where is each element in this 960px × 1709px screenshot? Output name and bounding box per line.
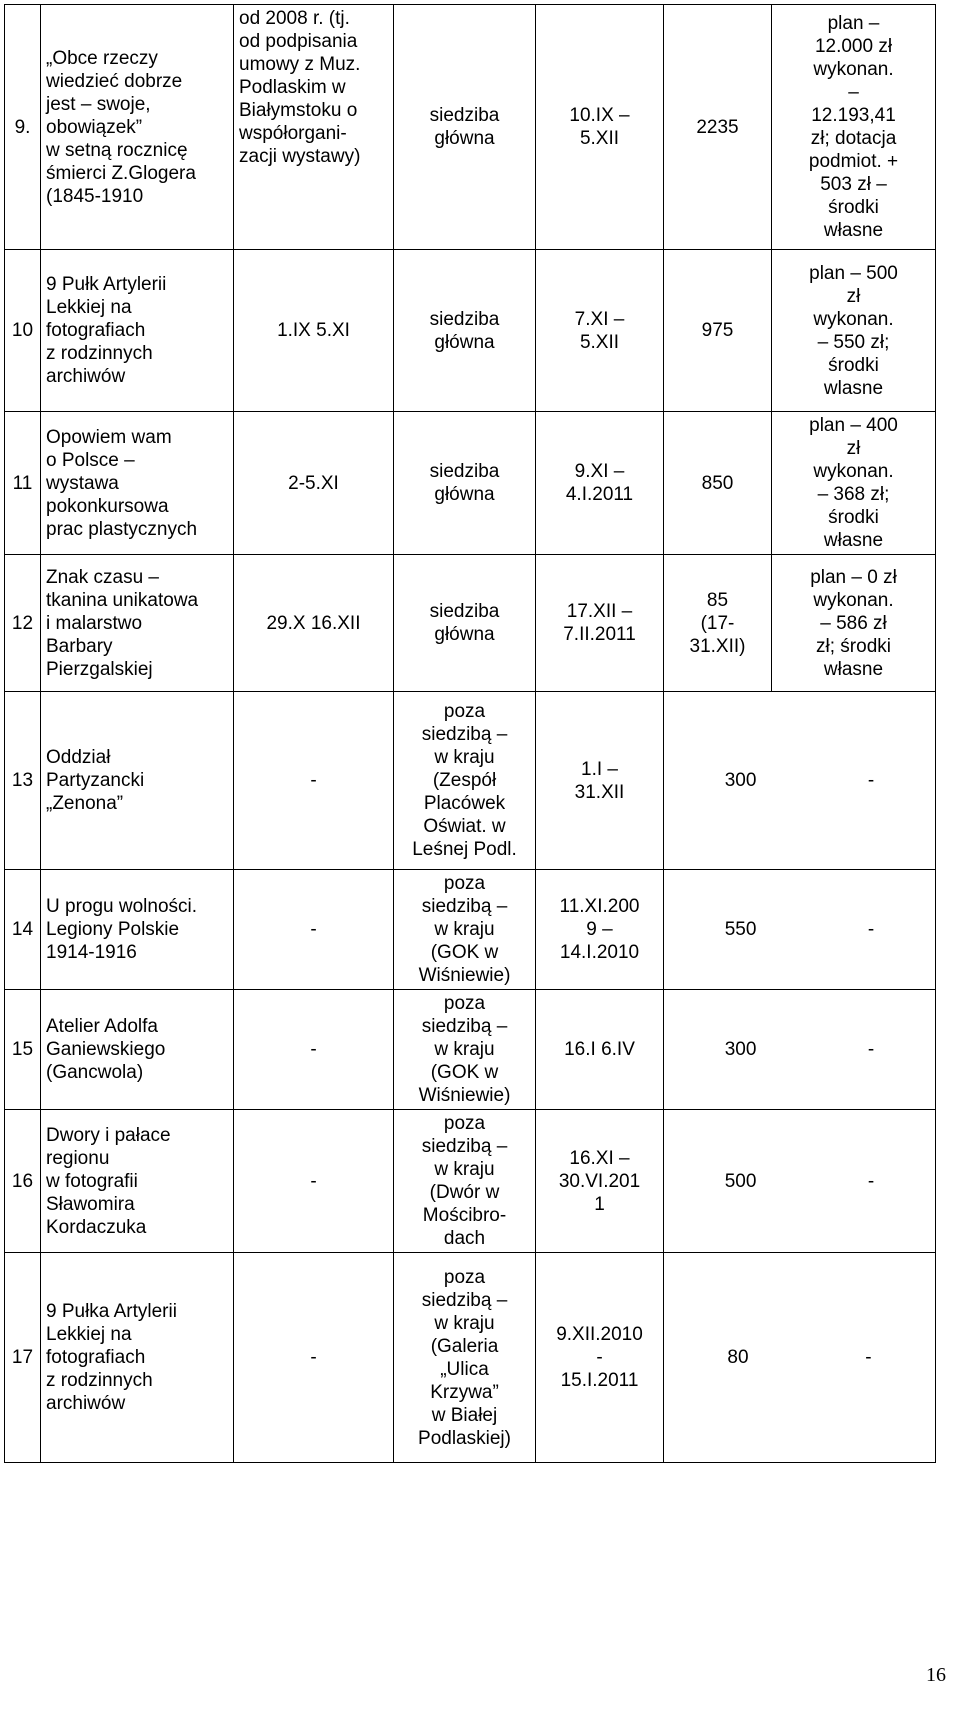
row-number: 9. [5,5,41,250]
preparation-period: - [234,990,394,1110]
funding-info: - [867,1170,875,1192]
exhibition-place: siedziba główna [394,250,536,412]
visitors-funding-cell [664,870,936,990]
preparation-period: - [234,692,394,870]
funding-info: - [867,770,875,791]
funding-info: plan – 12.000 zł wykonan. – 12.193,41 zł; dotacja podmiot. + 503 zł – środki własne [772,5,936,250]
table-row [5,555,936,692]
exhibition-dates: 9.XI – 4.I.2011 [536,412,664,555]
visitor-count: 80 [727,1347,749,1368]
table-row [5,250,936,412]
visitor-count: 975 [664,250,772,412]
exhibition-dates: 17.XII – 7.II.2011 [536,555,664,692]
funding-info: - [865,1347,872,1368]
preparation-period: od 2008 r. (tj. od podpisania umowy z Muz. Podlaskim w Białymstoku o współorgani- zacji wystawy) [234,5,394,250]
row-number: 17 [5,1253,41,1463]
exhibition-place: poza siedzibą – w kraju (Dwór w Mościbro- dach [394,1110,536,1253]
preparation-period: 2-5.XI [234,412,394,555]
table-row [5,990,936,1110]
exhibition-place: siedziba główna [394,5,536,250]
visitors-funding-cell [664,1253,936,1463]
table-row [5,870,936,990]
row-number: 16 [5,1110,41,1253]
preparation-period: - [234,1110,394,1253]
exhibitions-table [4,4,936,1463]
exhibition-place: poza siedzibą – w kraju (GOK w Wiśniewie) [394,990,536,1110]
row-number: 13 [5,692,41,870]
visitors-funding-cell [664,1110,936,1253]
visitors-funding-cell [664,990,936,1110]
exhibition-title: „Obce rzeczy wiedzieć dobrze jest – swoje, obowiązek” w setną rocznicę śmierci Z.Glogera (1845-1910 [41,5,234,250]
exhibition-place: poza siedzibą – w kraju (Zespół Placówek Oświat. w Leśnej Podl. [394,692,536,870]
row-number: 10 [5,250,41,412]
visitor-count: 300 [724,770,757,791]
table-row [5,1110,936,1253]
exhibition-dates: 9.XII.2010 - 15.I.2011 [536,1253,664,1463]
exhibition-place: poza siedzibą – w kraju (Galeria „Ulica Krzywa” w Białej Podlaskiej) [394,1253,536,1463]
exhibition-title: 9 Pułk Artylerii Lekkiej na fotografiach z rodzinnych archiwów [41,250,234,412]
exhibition-dates: 11.XI.200 9 – 14.I.2010 [536,870,664,990]
visitor-count: 300 [724,1039,757,1060]
exhibition-place: siedziba główna [394,555,536,692]
table-row [5,692,936,870]
row-number: 12 [5,555,41,692]
exhibition-title: Dwory i pałace regionu w fotografii Sławomira Kordaczuka [41,1110,234,1253]
exhibition-dates: 16.XI – 30.VI.201 1 [536,1110,664,1253]
exhibition-title: U progu wolności. Legiony Polskie 1914-1916 [41,870,234,990]
preparation-period: 1.IX 5.XI [234,250,394,412]
exhibition-place: siedziba główna [394,412,536,555]
exhibition-title: Opowiem wam o Polsce – wystawa pokonkursowa prac plastycznych [41,412,234,555]
exhibition-dates: 10.IX – 5.XII [536,5,664,250]
row-number: 15 [5,990,41,1110]
visitor-count: 2235 [664,5,772,250]
preparation-period: - [234,870,394,990]
exhibition-dates: 16.I 6.IV [536,990,664,1110]
funding-info: plan – 0 zł wykonan. – 586 zł zł; środki własne [772,555,936,692]
page-number: 16 [926,1664,946,1686]
exhibition-title: Znak czasu – tkanina unikatowa i malarstwo Barbary Pierzgalskiej [41,555,234,692]
visitor-count: 85 (17- 31.XII) [664,555,772,692]
funding-info: plan – 500 zł wykonan. – 550 zł; środki wlasne [772,250,936,412]
exhibition-dates: 1.I – 31.XII [536,692,664,870]
visitor-count: 500 [724,1170,757,1192]
exhibition-title: Oddział Partyzancki „Zenona” [41,692,234,870]
row-number: 14 [5,870,41,990]
row-number: 11 [5,412,41,555]
funding-info: plan – 400 zł wykonan. – 368 zł; środki własne [772,412,936,555]
table-row [5,1253,936,1463]
exhibition-place: poza siedzibą – w kraju (GOK w Wiśniewie) [394,870,536,990]
exhibition-dates: 7.XI – 5.XII [536,250,664,412]
table-row [5,5,936,250]
preparation-period: - [234,1253,394,1463]
table-row [5,412,936,555]
funding-info: - [867,919,875,940]
funding-info: - [867,1039,875,1060]
exhibition-title: Atelier Adolfa Ganiewskiego (Gancwola) [41,990,234,1110]
visitors-funding-cell [664,692,936,870]
preparation-period: 29.X 16.XII [234,555,394,692]
exhibition-title: 9 Pułka Artylerii Lekkiej na fotografiach z rodzinnych archiwów [41,1253,234,1463]
visitor-count: 850 [664,412,772,555]
visitor-count: 550 [724,919,757,940]
